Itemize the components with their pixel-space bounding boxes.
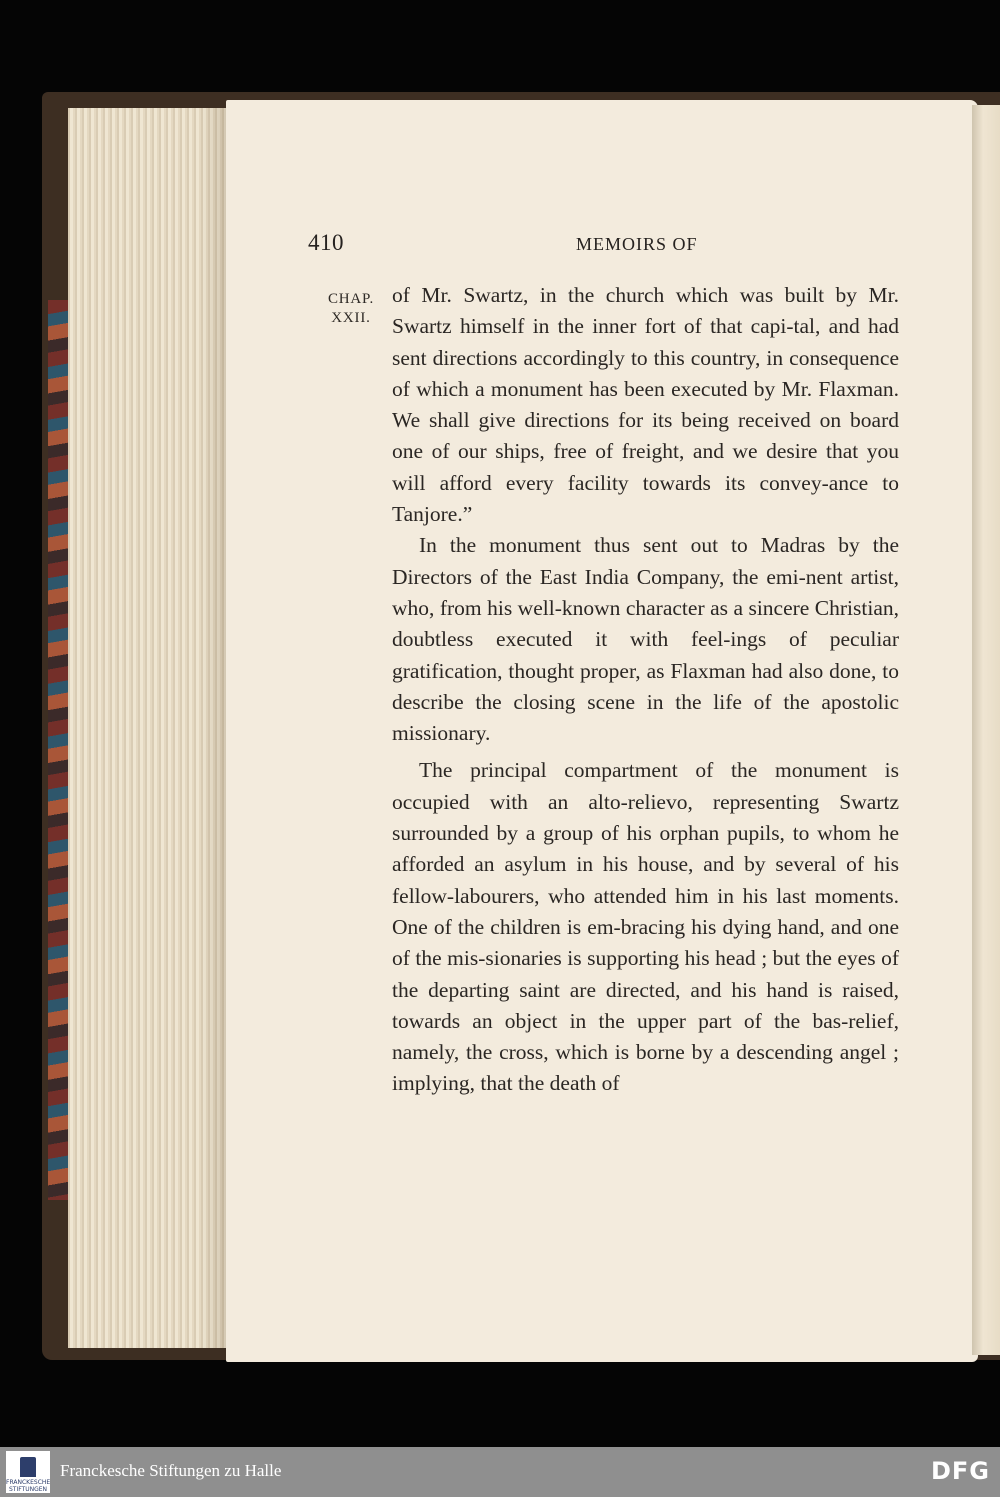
page-number: 410 — [308, 230, 344, 255]
page-header — [308, 230, 908, 264]
dfg-logo[interactable]: DFG — [930, 1457, 990, 1485]
viewer-footer — [0, 1447, 1000, 1497]
chapter-number: XXII. — [331, 310, 371, 326]
logo-emblem-icon — [20, 1457, 36, 1477]
institution-logo[interactable] — [6, 1451, 50, 1493]
body-text — [392, 280, 899, 1100]
institution-name[interactable]: Franckesche Stiftungen zu Halle — [60, 1461, 282, 1480]
running-head: MEMOIRS OF — [576, 234, 698, 254]
facing-page-edge — [972, 105, 1000, 1355]
chapter-marginal-note — [318, 290, 384, 328]
chapter-label: CHAP. — [327, 291, 375, 307]
paragraph-2: In the monument thus sent out to Madras by the Directors of the East India Company, the emi-nent artist, who, from his well-known character as a sincere Christian, doubtless executed it with feel-ings of peculiar gratification, thought proper, as Flaxman had also done, to describe the closing scene in the life of the apostolic missionary. — [392, 533, 899, 746]
logo-text: FRANCKESCHE STIFTUNGEN — [6, 1479, 51, 1493]
paragraph-3: The principal compartment of the monument is occupied with an alto-relievo, representing Swartz surrounded by a group of his orphan pupils, to whom he afforded an asylum in his house, and by several of his fellow-labourers, who attended him in his last moments. One of the children is em-bracing his dying hand, and one of the mis-sionaries is supporting his head ; but the eyes of the departing saint are directed, and his hand is raised, towards an object in the upper part of the bas-relief, namely, the cross, which is borne by a descending angel ; implying, that the death of — [392, 758, 899, 1096]
paragraph-1: of Mr. Swartz, in the church which was built by Mr. Swartz himself in the inner fort of that capi-tal, and had sent directions accordingly to this country, in consequence of which a monument has been executed by Mr. Flaxman. We shall give directions for its being received on board one of our ships, free of freight, and we desire that you will afford every facility towards its convey-ance to Tanjore.” — [392, 283, 899, 527]
